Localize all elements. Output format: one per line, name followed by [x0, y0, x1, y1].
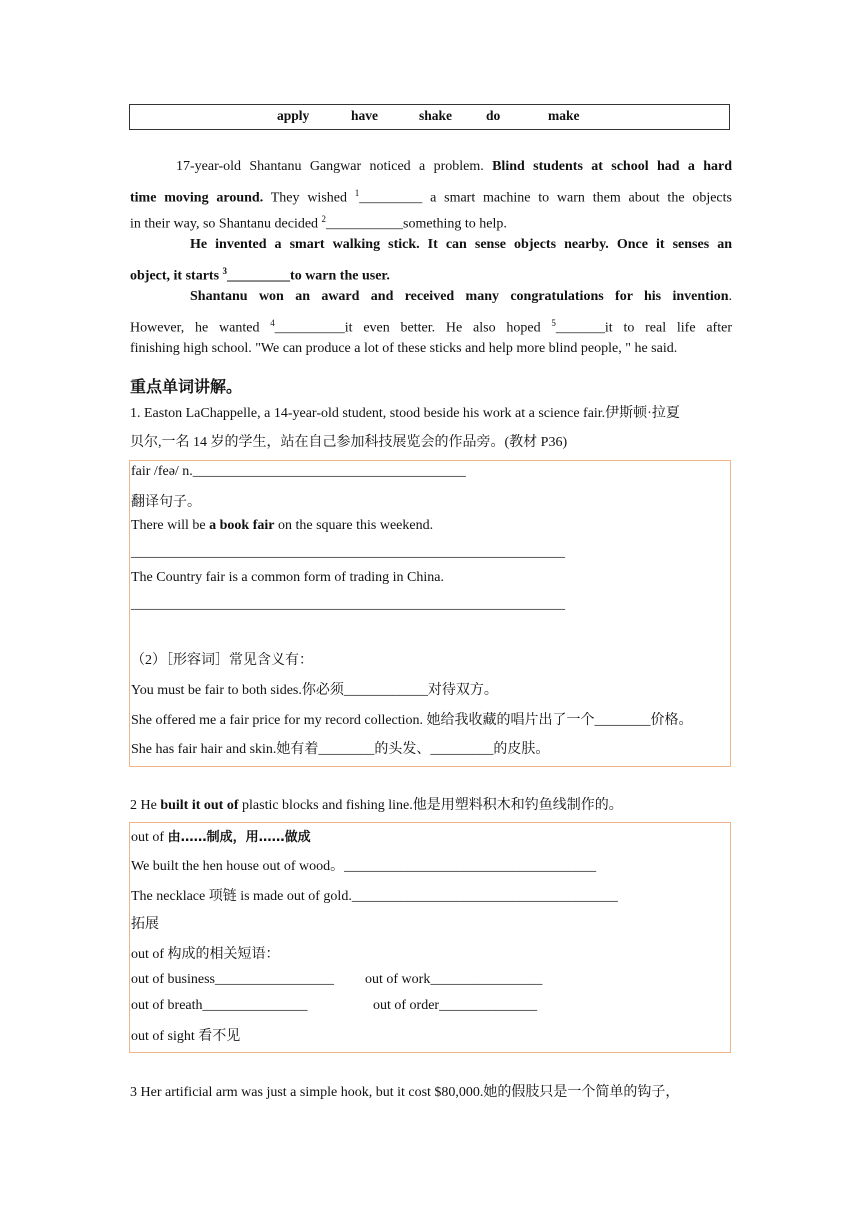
passage-line: object, it starts $^3$_________to warn the user. [130, 266, 390, 284]
item3-sentence: 3 Her artificial arm was just a simple hook, but it cost $80,000.她的假肢只是一个简单的钩子， [130, 1085, 680, 1100]
entry-line: fair /feə/ n._______________________________________ [131, 464, 466, 479]
adjective-example: She offered me a fair price for my record collection. 她给我收藏的唱片出了一个________价格。 [131, 713, 693, 728]
item1-translation: 贝尔,一名 14 岁的学生，站在自己参加科技展览会的作品旁。(教材 P36) [130, 435, 568, 450]
phrase-heading: out of 由……制成，用……做成 [131, 830, 311, 845]
example-sentence: There will be a book fair on the square this weekend. [131, 518, 434, 533]
phrase-item: out of work________________ [365, 972, 543, 987]
example-sentence: The Country fair is a common form of trading in China. [131, 570, 444, 585]
example-sentence: The necklace 项链 is made out of gold.______________________________________ [131, 889, 618, 904]
item2-sentence: 2 He built it out of plastic blocks and fishing line.他是用塑料积木和钓鱼线制作的。 [130, 798, 623, 813]
passage-line: in their way, so Shantanu decided $^2$___________something to help. [130, 214, 507, 232]
answer-blank[interactable]: ______________________________________________________________ [131, 597, 565, 612]
word-bank-item: make [548, 108, 580, 123]
passage-line: However, he wanted $^4$__________it even better. He also hoped $^5$_______it to real life after [130, 318, 732, 336]
example-sentence: We built the hen house out of wood。____________________________________ [131, 859, 597, 874]
word-bank-item: apply [277, 108, 310, 123]
passage-line: He invented a smart walking stick. It can sense objects nearby. Once it senses an [190, 237, 732, 252]
phrase-item: out of order______________ [373, 998, 538, 1013]
phrase-item: out of sight 看不见 [131, 1029, 241, 1044]
passage-line: time moving around. They wished $^1$_________ a smart machine to warn them about the objects [130, 188, 732, 206]
passage-line: finishing high school. "We can produce a lot of these sticks and help more blind people, " he said. [130, 341, 678, 356]
phrases-heading: out of 构成的相关短语： [131, 947, 280, 962]
phrase-item: out of breath_______________ [131, 998, 308, 1013]
adjective-example: She has fair hair and skin.她有着________的头发、_________的皮肤。 [131, 742, 550, 757]
section-heading: 重点单词讲解。 [130, 377, 243, 396]
word-bank-item: have [351, 108, 378, 123]
answer-blank[interactable]: ______________________________________________________________ [131, 545, 565, 560]
word-bank-item: do [486, 108, 501, 123]
passage-line: Shantanu won an award and received many congratulations for his invention. [190, 289, 732, 304]
translate-instruction: 翻译句子。 [131, 495, 201, 510]
passage-line: 17-year-old Shantanu Gangwar noticed a problem. Blind students at school had a hard [176, 159, 733, 174]
extension-label: 拓展 [131, 917, 159, 932]
adjective-heading: （2）［形容词］常见含义有： [131, 653, 313, 668]
phrase-item: out of business_________________ [131, 972, 334, 987]
adjective-example: You must be fair to both sides.你必须____________对待双方。 [131, 683, 498, 698]
item2-note-box [129, 822, 731, 1053]
item1-note-box [129, 460, 731, 767]
word-bank-box [129, 104, 730, 130]
word-bank-item: shake [419, 108, 453, 123]
item1-sentence: 1. Easton LaChappelle, a 14-year-old student, stood beside his work at a science fair.伊斯顿·拉夏 [130, 406, 680, 421]
